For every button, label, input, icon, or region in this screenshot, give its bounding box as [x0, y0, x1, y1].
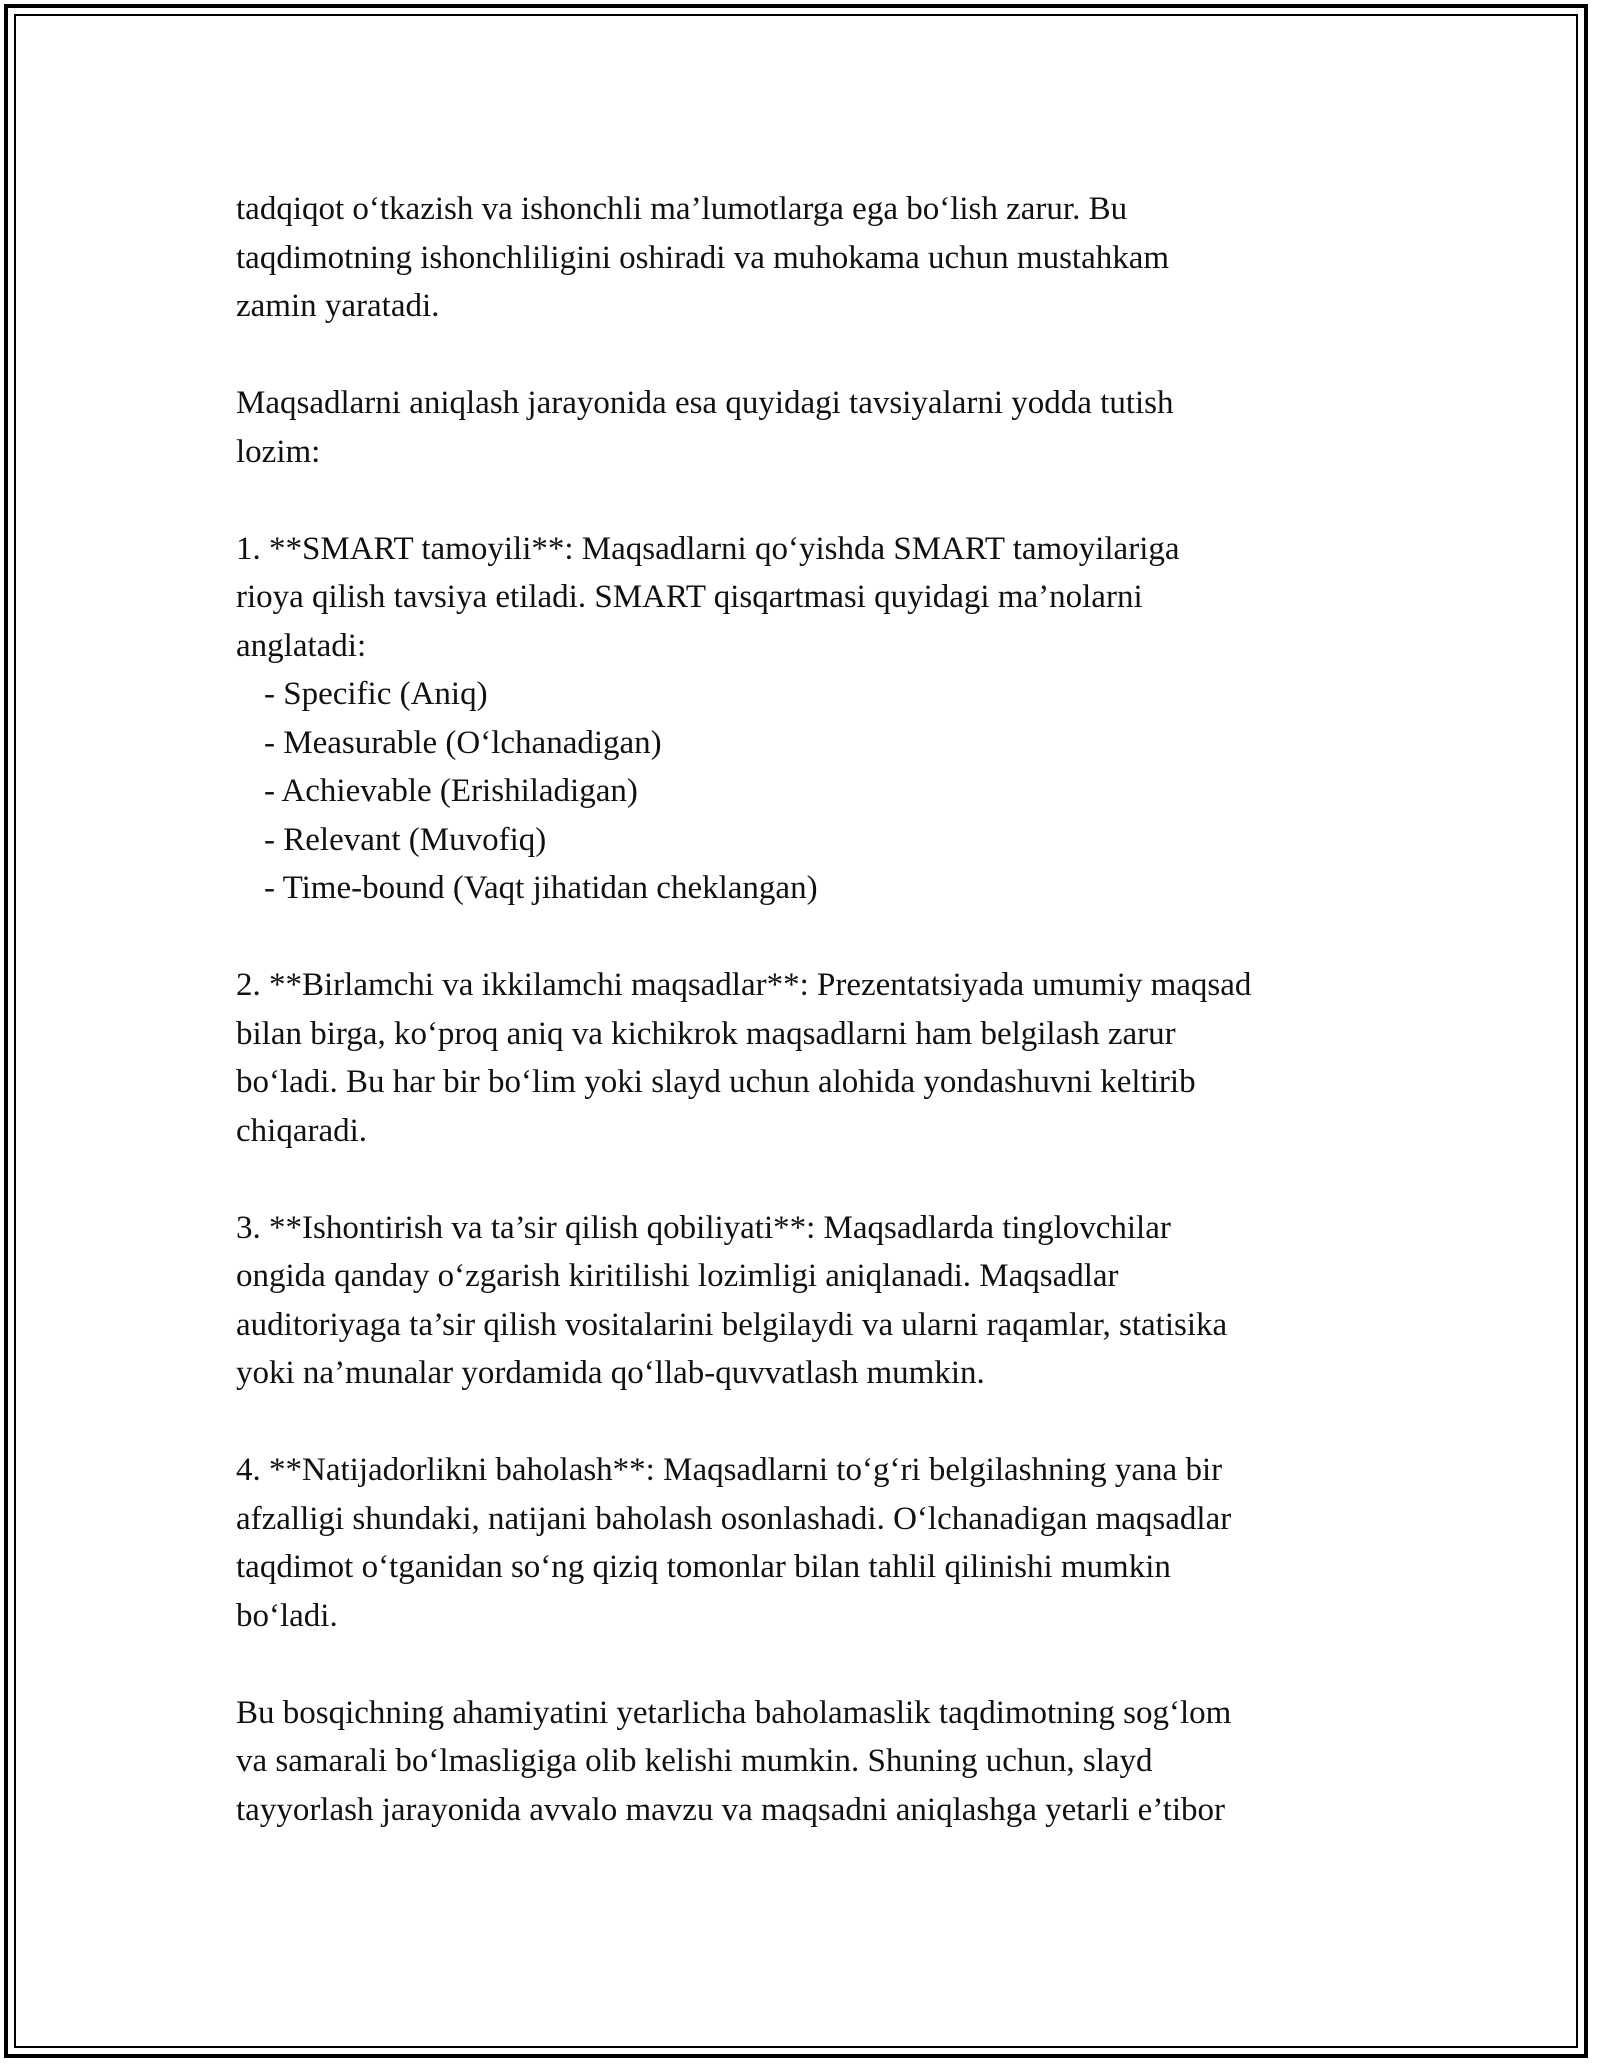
- text-line: taqdimot o‘tganidan so‘ng qiziq tomonlar bilan tahlil qilinishi mumkin: [236, 1549, 1171, 1585]
- text-line: ongida qanday o‘zgarish kiritilishi lozimligi aniqlanadi. Maqsadlar: [236, 1258, 1119, 1294]
- smart-bullet: - Relevant (Muvofiq): [264, 821, 547, 858]
- paragraph-spacer: [236, 1155, 1376, 1204]
- text-line: zamin yaratadi.: [236, 288, 440, 324]
- text-line: Maqsadlarni aniqlash jarayonida esa quyidagi tavsiyalarni yodda tutish: [236, 385, 1174, 421]
- text-line: 2. **Birlamchi va ikkilamchi maqsadlar**: Prezentatsiyada umumiy maqsad: [236, 967, 1252, 1003]
- paragraph-spacer: [236, 331, 1376, 380]
- list-item-smart: [236, 525, 1376, 913]
- text-line: 1. **SMART tamoyili**: Maqsadlarni qo‘yishda SMART tamoyilariga: [236, 530, 1180, 567]
- document-body: [236, 185, 1376, 1834]
- smart-bullet: - Measurable (O‘lchanadigan): [264, 724, 662, 761]
- paragraph-spacer: [236, 913, 1376, 962]
- text-line: rioya qilish tavsiya etiladi. SMART qisqartmasi quyidagi ma’nolarni: [236, 579, 1143, 615]
- text-line: afzalligi shundaki, natijani baholash osonlashadi. O‘lchanadigan maqsadlar: [236, 1500, 1232, 1537]
- list-item-persuasion: [236, 1204, 1376, 1398]
- paragraph-conclusion: [236, 1689, 1376, 1835]
- text-line: tayyorlash jarayonida avvalo mavzu va maqsadni aniqlashga yetarli e’tibor: [236, 1791, 1226, 1828]
- list-item-primary-secondary-goals: [236, 961, 1376, 1155]
- text-line: chiqaradi.: [236, 1112, 368, 1149]
- list-item-evaluation: [236, 1446, 1376, 1640]
- text-line: 3. **Ishontirish va ta’sir qilish qobiliyati**: Maqsadlarda tinglovchilar: [236, 1209, 1171, 1246]
- text-line: bo‘ladi. Bu har bir bo‘lim yoki slayd uchun alohida yondashuvni keltirib: [236, 1064, 1196, 1100]
- text-line: Bu bosqichning ahamiyatini yetarlicha baholamaslik taqdimotning sog‘lom: [236, 1694, 1232, 1731]
- text-line: bilan birga, ko‘proq aniq va kichikrok maqsadlarni ham belgilash zarur: [236, 1015, 1176, 1052]
- text-line: taqdimotning ishonchliligini oshiradi va muhokama uchun mustahkam: [236, 239, 1170, 276]
- text-line: bo‘ladi.: [236, 1597, 338, 1634]
- text-line: va samarali bo‘lmasligiga olib kelishi mumkin. Shuning uchun, slayd: [236, 1743, 1153, 1779]
- text-line: tadqiqot o‘tkazish va ishonchli ma’lumotlarga ega bo‘lish zarur. Bu: [236, 191, 1128, 227]
- text-line: 4. **Natijadorlikni baholash**: Maqsadlarni to‘g‘ri belgilashning yana bir: [236, 1452, 1223, 1488]
- smart-bullet: - Specific (Aniq): [264, 676, 488, 712]
- paragraph-intro: [236, 185, 1376, 331]
- smart-bullet: - Achievable (Erishiladigan): [264, 773, 638, 809]
- text-line: anglatadi:: [236, 627, 367, 664]
- text-line: yoki na’munalar yordamida qo‘llab-quvvatlash mumkin.: [236, 1355, 985, 1391]
- text-line: auditoriyaga ta’sir qilish vositalarini belgilaydi va ularni raqamlar, statisika: [236, 1306, 1228, 1343]
- paragraph-recommendations-intro: [236, 379, 1376, 476]
- text-line: lozim:: [236, 433, 321, 470]
- paragraph-spacer: [236, 1640, 1376, 1689]
- paragraph-spacer: [236, 1398, 1376, 1447]
- smart-bullet: - Time-bound (Vaqt jihatidan cheklangan): [264, 870, 818, 906]
- paragraph-spacer: [236, 476, 1376, 525]
